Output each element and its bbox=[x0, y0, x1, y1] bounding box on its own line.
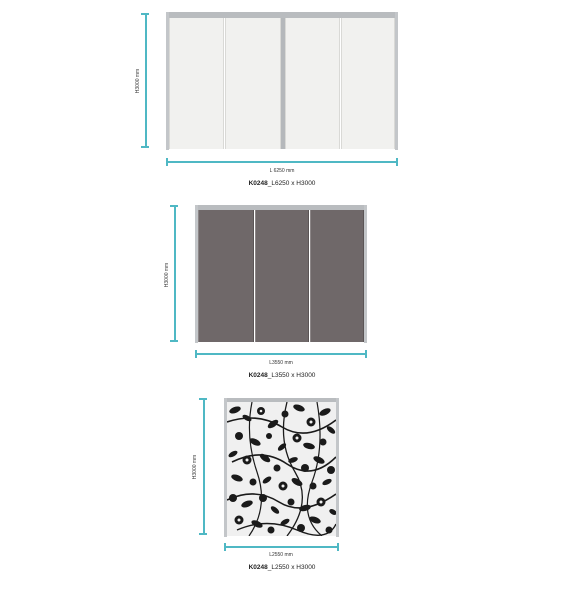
width-dimension-label: L3550 mm bbox=[269, 360, 293, 366]
door-panel bbox=[341, 18, 395, 149]
width-dimension-label: L 6250 mm bbox=[269, 168, 295, 174]
door-panel bbox=[198, 210, 254, 342]
product-dimensions: _L3550 x H3000 bbox=[267, 372, 316, 379]
height-dimension-line bbox=[174, 206, 176, 342]
side-post-right bbox=[364, 205, 367, 343]
height-dimension-label: H3000 mm bbox=[135, 68, 141, 94]
side-post-right bbox=[395, 12, 398, 150]
height-dimension-cap-bottom bbox=[170, 340, 178, 342]
height-dimension-cap-top bbox=[141, 13, 149, 15]
door-panel bbox=[225, 18, 281, 149]
product-caption bbox=[222, 180, 342, 187]
height-dimension-label: H3000 mm bbox=[164, 262, 170, 288]
product-caption bbox=[222, 372, 342, 379]
product-dimensions: _L2550 x H3000 bbox=[267, 564, 316, 571]
side-post-right bbox=[336, 398, 339, 537]
door-panel bbox=[310, 210, 364, 342]
width-dimension-cap-right bbox=[337, 543, 339, 551]
product-code: K0248 bbox=[248, 180, 268, 187]
width-dimension-line bbox=[225, 546, 338, 548]
height-dimension-cap-bottom bbox=[199, 533, 207, 535]
width-dimension-label: L2550 mm bbox=[269, 552, 293, 558]
door-panel bbox=[255, 210, 309, 342]
width-dimension-cap-right bbox=[396, 158, 398, 166]
product-code: K0248 bbox=[248, 564, 268, 571]
width-dimension-line bbox=[196, 353, 366, 355]
width-dimension-cap-right bbox=[365, 350, 367, 358]
product-caption bbox=[222, 564, 342, 571]
height-dimension-label: H3000 mm bbox=[192, 454, 198, 480]
height-dimension-cap-top bbox=[170, 205, 178, 207]
door-panel bbox=[169, 18, 224, 149]
product-code: K0248 bbox=[248, 372, 268, 379]
height-dimension-line bbox=[145, 14, 147, 148]
floral-pattern-graphic bbox=[227, 402, 336, 536]
width-dimension-cap-left bbox=[166, 158, 168, 166]
width-dimension-cap-left bbox=[195, 350, 197, 358]
door-panel bbox=[285, 18, 340, 149]
height-dimension-cap-top bbox=[199, 398, 207, 400]
height-dimension-cap-bottom bbox=[141, 146, 149, 148]
height-dimension-line bbox=[203, 399, 205, 535]
floral-pattern-panel bbox=[227, 402, 336, 536]
product-dimensions: _L6250 x H3000 bbox=[267, 180, 316, 187]
width-dimension-line bbox=[167, 161, 397, 163]
width-dimension-cap-left bbox=[224, 543, 226, 551]
